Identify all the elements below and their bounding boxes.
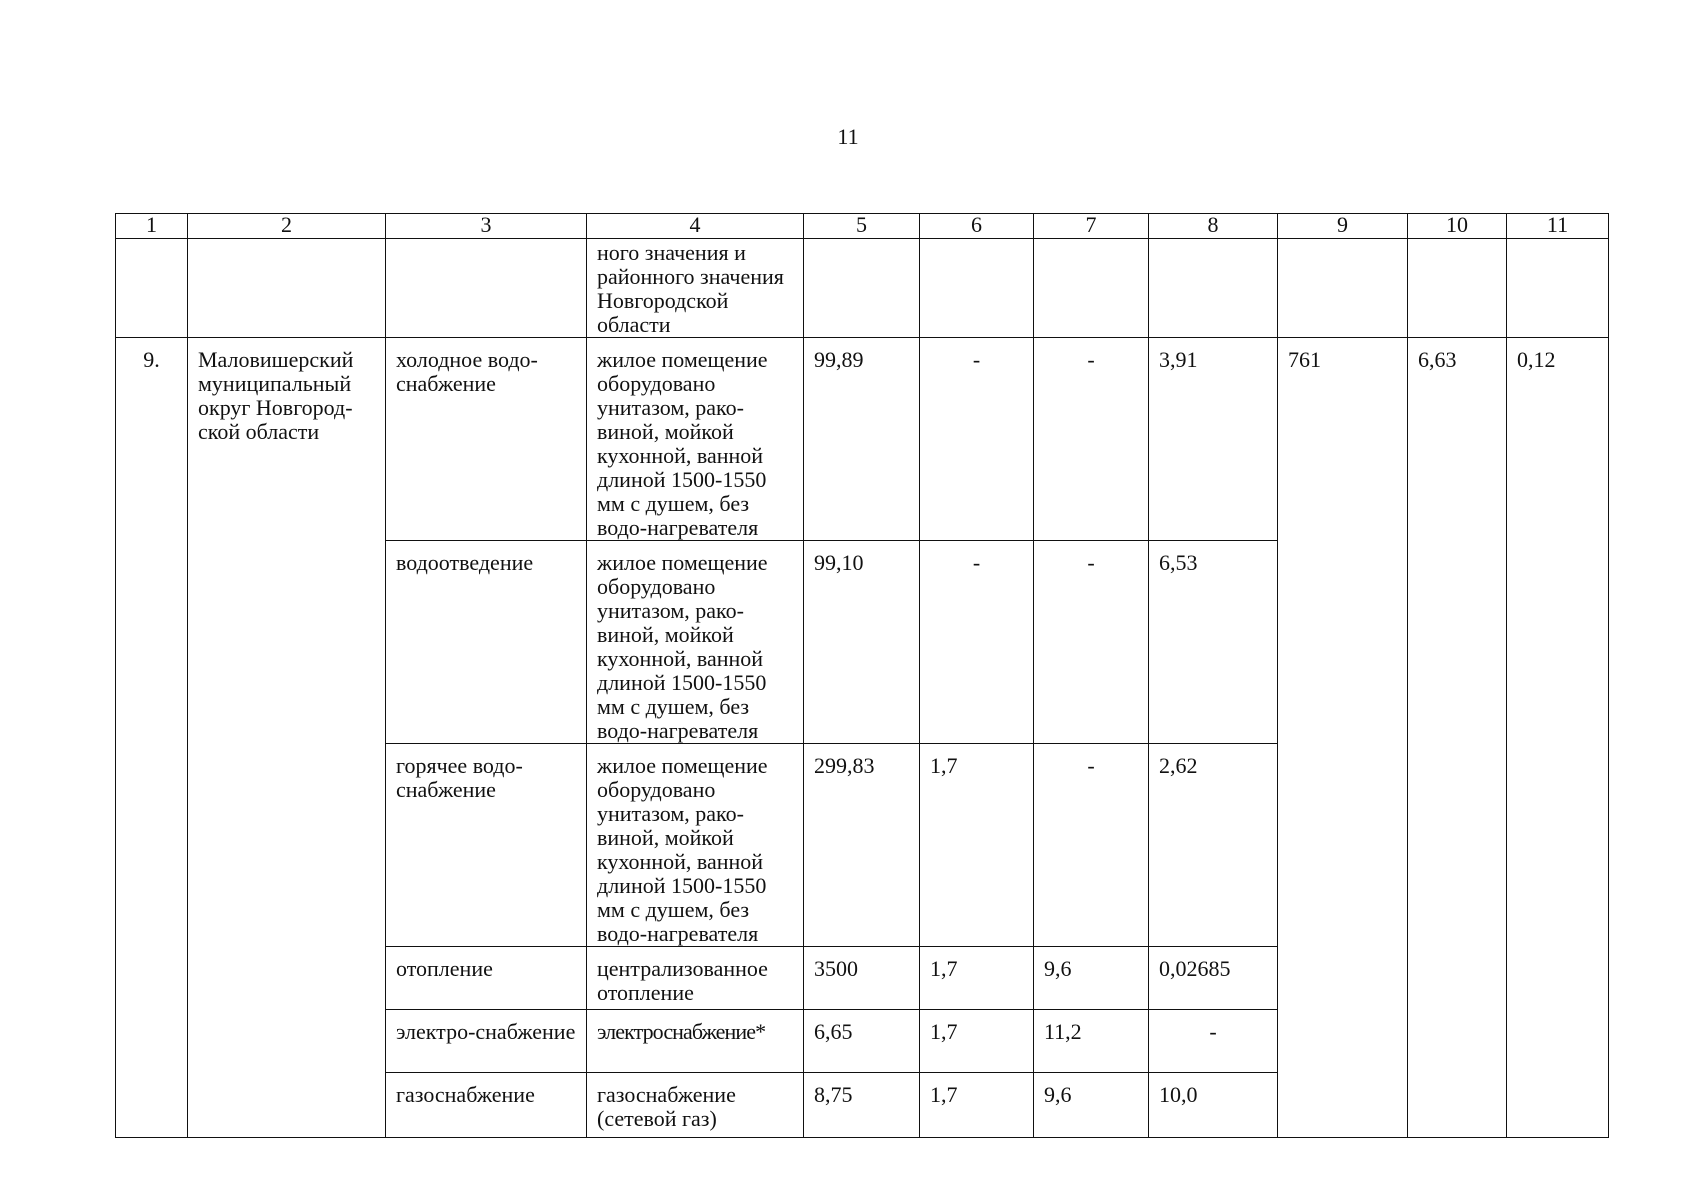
column-header: 3	[386, 214, 587, 239]
service-description: газоснабжение (сетевой газ)	[587, 1073, 804, 1138]
column-header: 4	[587, 214, 804, 239]
value-col7: 11,2	[1034, 1010, 1149, 1073]
column-header: 7	[1034, 214, 1149, 239]
column-header: 6	[920, 214, 1034, 239]
service-name: электро-снабжение	[386, 1010, 587, 1073]
value-col7: -	[1034, 744, 1149, 947]
value-col6: 1,7	[920, 947, 1034, 1010]
column-header: 1	[116, 214, 188, 239]
column-header: 2	[188, 214, 386, 239]
value-col5: 299,83	[804, 744, 920, 947]
value-col10: 6,63	[1408, 338, 1507, 1138]
municipality-name: Маловишерский муниципальный округ Новгород-ской области	[188, 338, 386, 1138]
column-header: 9	[1278, 214, 1408, 239]
value-col8: 0,02685	[1149, 947, 1278, 1010]
value-col6: 1,7	[920, 1010, 1034, 1073]
value-col5: 3500	[804, 947, 920, 1010]
service-description: централизованное отопление	[587, 947, 804, 1010]
service-name: водоотведение	[386, 541, 587, 744]
table-row	[116, 338, 1609, 541]
column-number-row	[116, 214, 1609, 239]
value-col8: -	[1149, 1010, 1278, 1073]
service-name: отопление	[386, 947, 587, 1010]
service-name: горячее водо-снабжение	[386, 744, 587, 947]
value-col9: 761	[1278, 338, 1408, 1138]
column-header: 10	[1408, 214, 1507, 239]
value-col6: 1,7	[920, 1073, 1034, 1138]
value-col8: 6,53	[1149, 541, 1278, 744]
continuation-row	[116, 239, 1609, 338]
value-col8: 3,91	[1149, 338, 1278, 541]
value-col7: 9,6	[1034, 1073, 1149, 1138]
value-col6: 1,7	[920, 744, 1034, 947]
value-col6: -	[920, 541, 1034, 744]
column-header: 5	[804, 214, 920, 239]
service-description: жилое помещение оборудовано унитазом, рако-виной, мойкой кухонной, ванной длиной 1500-1550 мм с душем, без водо-нагревателя	[587, 338, 804, 541]
value-col6: -	[920, 338, 1034, 541]
service-name: холодное водо-снабжение	[386, 338, 587, 541]
value-col5: 6,65	[804, 1010, 920, 1073]
page-number: 11	[837, 124, 859, 149]
continuation-text: ного значения и районного значения Новгородской области	[587, 239, 804, 338]
service-description: электроснабжение*	[587, 1010, 804, 1073]
value-col5: 99,89	[804, 338, 920, 541]
service-description: жилое помещение оборудовано унитазом, рако-виной, мойкой кухонной, ванной длиной 1500-1550 мм с душем, без водо-нагревателя	[587, 541, 804, 744]
value-col8: 2,62	[1149, 744, 1278, 947]
value-col8: 10,0	[1149, 1073, 1278, 1138]
service-description: жилое помещение оборудовано унитазом, рако-виной, мойкой кухонной, ванной длиной 1500-1550 мм с душем, без водо-нагревателя	[587, 744, 804, 947]
column-header: 11	[1507, 214, 1609, 239]
tariff-table	[115, 213, 1609, 1138]
service-name: газоснабжение	[386, 1073, 587, 1138]
value-col7: -	[1034, 541, 1149, 744]
value-col7: -	[1034, 338, 1149, 541]
value-col7: 9,6	[1034, 947, 1149, 1010]
value-col11: 0,12	[1507, 338, 1609, 1138]
value-col5: 8,75	[804, 1073, 920, 1138]
value-col5: 99,10	[804, 541, 920, 744]
column-header: 8	[1149, 214, 1278, 239]
entry-index: 9.	[116, 338, 188, 1138]
